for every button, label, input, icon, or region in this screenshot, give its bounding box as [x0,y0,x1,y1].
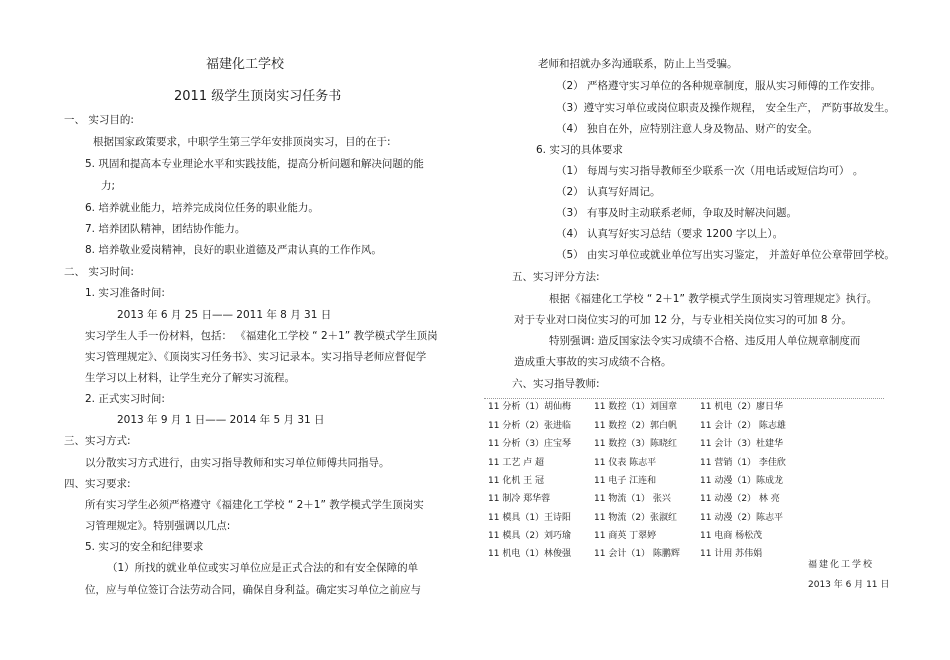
section-heading: 四、实习要求: [64,478,131,490]
table-cell: 11 分析（1）胡仙梅 [488,402,572,412]
table-row [484,419,884,433]
paragraph-line: 所有实习学生必须严格遵守《福建化工学校 “ 2＋1” 教学模式学生顶岗实 [85,499,424,511]
document-title: 2011 级学生顶岗实习任务书 [174,89,342,104]
table-cell: 11 会计（3）杜建华 [700,439,784,449]
signature-school: 福建化工学校 [808,560,875,570]
list-item: 1. 实习准备时间: [85,287,165,299]
list-item: 7. 培养团队精神，团结协作能力。 [85,223,246,235]
list-item: （4） 独自在外，应特别注意人身及物品、财产的安全。 [556,123,819,135]
table-cell: 11 数控（1）刘国章 [594,402,678,412]
paragraph-line: 根据《福建化工学校 “ 2＋1” 教学模式学生顶岗实习管理规定》执行。 [549,293,878,305]
table-cell: 11 电子 江连和 [594,476,657,486]
paragraph-line: 习管理规定》。特别强调以几点: [85,520,231,532]
table-row [484,529,884,543]
list-item: （5） 由实习单位或就业单位写出实习鉴定， 并盖好单位公章带回学校。 [556,249,895,261]
paragraph-line: 力; [101,180,116,192]
paragraph-line: 对于专业对口岗位实习的可加 12 分，与专业相关岗位实习的可加 8 分。 [514,314,852,326]
table-row [484,511,884,525]
table-cell: 11 仪表 陈志平 [594,458,657,468]
table-cell: 11 物流（2）张淑红 [594,513,678,523]
table-divider [484,398,884,399]
table-cell: 11 模具（2）刘巧瑜 [488,531,572,541]
section-heading: 一、 实习目的: [64,114,134,126]
table-row [484,456,884,470]
table-cell: 11 分析（2）张进临 [488,421,572,431]
list-item: 5. 巩固和提高本专业理论水平和实践技能，提高分析问题和解决问题的能 [85,158,424,170]
table-cell: 11 会计（1） 陈鹏辉 [594,549,680,559]
list-item: （4） 认真写好实习总结（要求 1200 字以上）。 [556,228,784,240]
table-row [484,400,884,414]
table-row [484,492,884,506]
section-heading: 五、实习评分方法: [512,271,600,283]
paragraph-line: 实习学生人手一份材料，包括： 《福建化工学校 “ 2＋1” 教学模式学生顶岗 [85,330,438,342]
signature-date: 2013 年 6 月 11 日 [808,580,890,590]
table-cell: 11 营销（1） 李佳欣 [700,458,786,468]
date-range: 2013 年 6 月 25 日—— 2011 年 8 月 31 日 [117,309,332,321]
list-item: （2） 严格遵守实习单位的各种规章制度，服从实习师傅的工作安排。 [556,80,882,92]
teacher-table [484,400,884,564]
date-range: 2013 年 9 月 1 日—— 2014 年 5 月 31 日 [117,414,325,426]
table-cell: 11 制冷 郑华蓉 [488,494,551,504]
paragraph-line: 实习管理规定》、《顶岗实习任务书》、实习记录本。实习指导老师应督促学 [85,351,427,363]
school-name: 福建化工学校 [206,57,285,72]
table-cell: 11 机电（1）林俊强 [488,549,572,559]
table-cell: 11 商英 丁翠婷 [594,531,657,541]
table-cell: 11 数控（2）郭白帆 [594,421,678,431]
section-heading: 三、实习方式: [64,435,131,447]
list-item: 6. 培养就业能力，培养完成岗位任务的职业能力。 [85,202,319,214]
list-item: 8. 培养敬业爱岗精神，良好的职业道德及严肃认真的工作作风。 [85,244,382,256]
paragraph-line: 位，应与单位签订合法劳动合同，确保自身利益。确定实习单位之前应与 [85,584,421,596]
table-cell: 11 数控（3）陈晓红 [594,439,678,449]
list-item: 2. 正式实习时间: [85,393,165,405]
paragraph-line: （1）所找的就业单位或实习单位应是正式合法的和有安全保障的单 [107,562,419,574]
list-item: （2） 认真写好周记。 [556,186,661,198]
table-cell: 11 计用 苏伟娟 [700,549,763,559]
paragraph-line: 老师和招就办多沟通联系，防止上当受骗。 [538,58,738,70]
paragraph-line: 生学习以上材料，让学生充分了解实习流程。 [85,372,295,384]
section-heading: 六、实习指导教师: [512,378,600,390]
table-cell: 11 动漫（1）陈成龙 [700,476,784,486]
table-cell: 11 动漫（2） 林 亮 [700,494,780,504]
paragraph-line: 以分散实习方式进行，由实习指导教师和实习单位师傅共同指导。 [85,457,390,469]
table-cell: 11 电商 杨松茂 [700,531,763,541]
table-cell: 11 工艺 卢 超 [488,458,545,468]
table-cell: 11 机电（2）廖日华 [700,402,784,412]
table-cell: 11 化机 王 冠 [488,476,545,486]
list-item: （3）遵守实习单位或岗位职责及操作规程， 安全生产， 严防事故发生。 [556,102,895,114]
section-heading: 二、 实习时间: [64,266,134,278]
paragraph-line: 造成重大事故的实习成绩不合格。 [514,356,672,368]
table-row [484,437,884,451]
table-cell: 11 模具（1）王诗阳 [488,513,572,523]
list-item: 6. 实习的具体要求 [536,144,623,156]
table-cell: 11 动漫（2）陈志平 [700,513,784,523]
table-cell: 11 分析（3）庄宝琴 [488,439,572,449]
paragraph-line: 根据国家政策要求，中职学生第三学年安排顶岗实习，目的在于: [93,136,391,148]
table-cell: 11 会计（2） 陈志雄 [700,421,786,431]
list-item: （1） 每周与实习指导教师至少联系一次（用电话或短信均可） 。 [556,165,864,177]
list-item: （3） 有事及时主动联系老师，争取及时解决问题。 [556,207,798,219]
list-item: 5. 实习的安全和纪律要求 [85,541,204,553]
table-cell: 11 物流（1） 张兴 [594,494,671,504]
paragraph-line: 特别强调: 造反国家法令实习成绩不合格、违反用人单位规章制度而 [549,335,861,347]
table-row [484,474,884,488]
